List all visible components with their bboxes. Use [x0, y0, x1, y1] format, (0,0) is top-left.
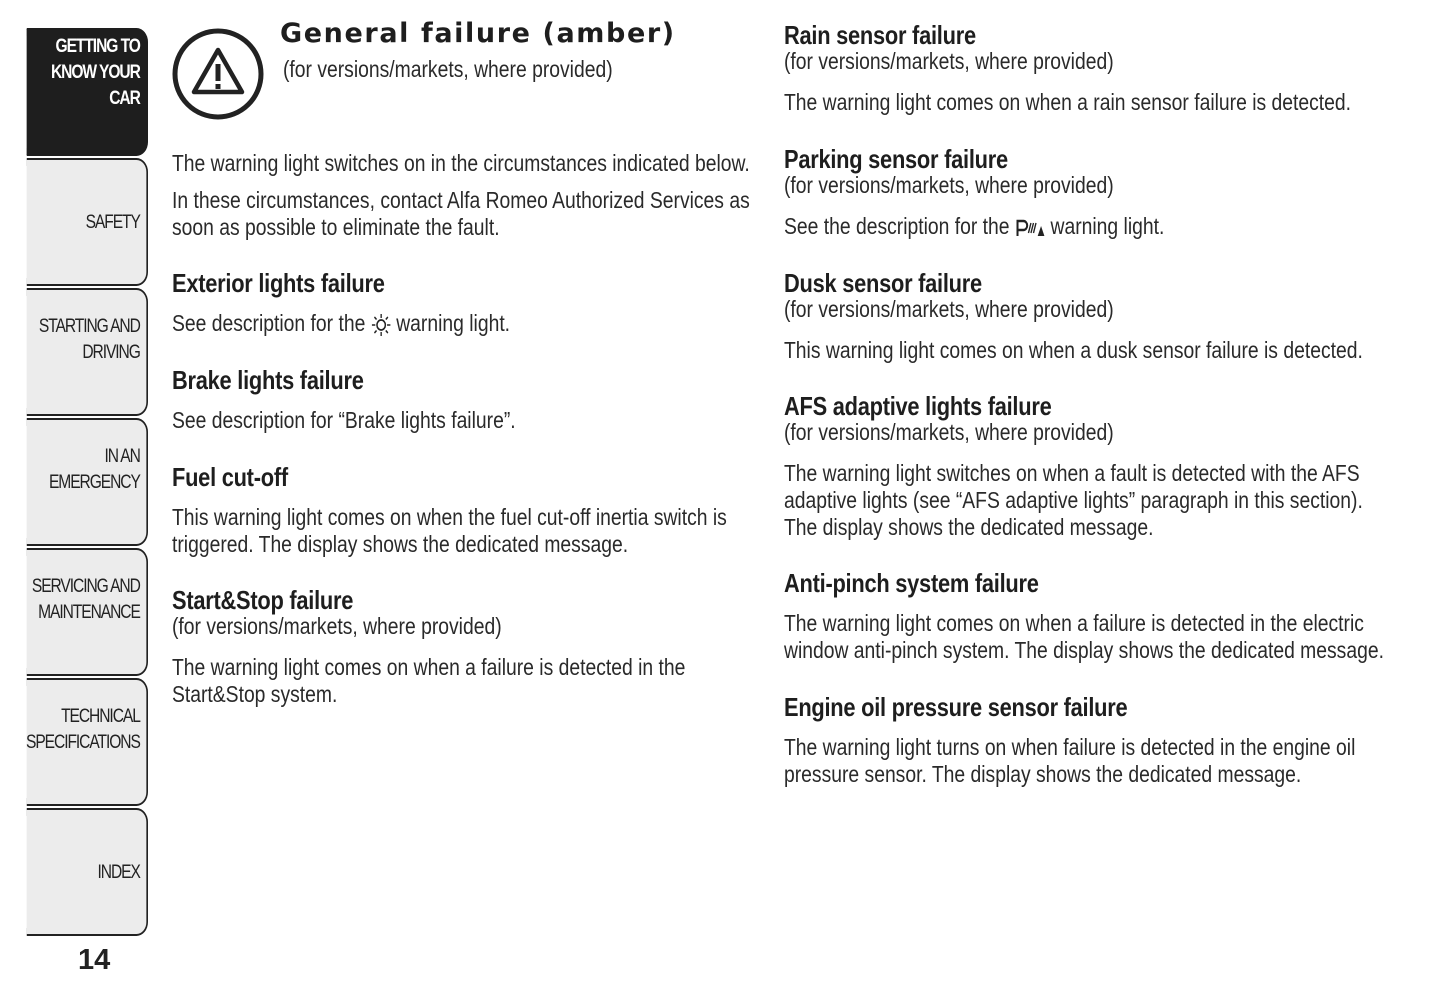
- intro-paragraph-1: [172, 150, 860, 177]
- start-stop-text: [172, 654, 783, 708]
- parking-sensor-icon: [1015, 217, 1045, 239]
- fuel-cutoff-text: [172, 504, 833, 558]
- text-line: The display shows the dedicated message.: [784, 514, 1154, 540]
- tab-label: TECHNICAL SPECIFICATIONS: [26, 706, 140, 753]
- rain-sensor-subtitle: [784, 48, 1176, 75]
- parking-sensor-title: [784, 144, 1051, 174]
- afs-lights-title: [784, 391, 1102, 421]
- tab-label: IN AN EMERGENCY: [48, 446, 140, 493]
- warning-triangle-icon: [172, 28, 264, 120]
- tab-starting-and-driving[interactable]: [27, 288, 148, 416]
- start-stop-title: [172, 585, 388, 615]
- text-line: Start&Stop system.: [172, 681, 338, 707]
- tab-label: STARTING AND DRIVING: [38, 316, 140, 363]
- text-line: soon as possible to eliminate the fault.: [172, 214, 500, 240]
- text-line: See the description for the: [784, 213, 1010, 239]
- tab-label: GETTING TO KNOW YOUR CAR: [50, 36, 140, 109]
- heading-text: Engine oil pressure sensor failure: [784, 692, 1128, 722]
- dusk-sensor-text: [784, 337, 1445, 364]
- tab-servicing-and-maintenance[interactable]: [27, 548, 148, 676]
- heading-text: Start&Stop failure: [172, 585, 354, 615]
- brake-lights-text: [172, 407, 581, 434]
- text-line: In these circumstances, contact Alfa Romeo Authorized Services as: [172, 187, 750, 213]
- heading-text: Exterior lights failure: [172, 268, 385, 298]
- afs-lights-subtitle: [784, 419, 1176, 446]
- chapter-sidebar: [0, 0, 152, 998]
- text-line: The warning light comes on when a rain sensor failure is detected.: [784, 89, 1352, 115]
- parking-sensor-text: [784, 213, 1237, 240]
- anti-pinch-title: [784, 568, 1087, 598]
- general-failure-subtitle: [283, 56, 675, 83]
- heading-text: Rain sensor failure: [784, 20, 976, 50]
- text-line: The warning light comes on when a failure is detected in the: [172, 654, 686, 680]
- general-failure-title: General failure (amber): [280, 18, 676, 49]
- start-stop-subtitle: [172, 613, 564, 640]
- text-line: See description for the: [172, 310, 366, 336]
- oil-pressure-title: [784, 692, 1193, 722]
- tab-getting-to-know-your-car[interactable]: [27, 28, 148, 156]
- rain-sensor-text: [784, 89, 1445, 116]
- text-line: window anti-pinch system. The display shows the dedicated message.: [784, 637, 1384, 663]
- anti-pinch-text: [784, 610, 1445, 664]
- heading-text: Brake lights failure: [172, 365, 364, 395]
- exterior-lights-title: [172, 268, 425, 298]
- heading-text: AFS adaptive lights failure: [784, 391, 1052, 421]
- text-line: The warning light turns on when failure is detected in the engine oil: [784, 734, 1356, 760]
- heading-text: Parking sensor failure: [784, 144, 1008, 174]
- dusk-sensor-title: [784, 268, 1020, 298]
- tab-safety[interactable]: [27, 158, 148, 286]
- text-line: adaptive lights (see “AFS adaptive lights” paragraph in this section).: [784, 487, 1363, 513]
- heading-text: Anti-pinch system failure: [784, 568, 1039, 598]
- text-line: The warning light comes on when a failure is detected in the electric: [784, 610, 1364, 636]
- subtitle-text: (for versions/markets, where provided): [784, 296, 1114, 322]
- tab-index[interactable]: [27, 808, 148, 936]
- rain-sensor-title: [784, 20, 1012, 50]
- text-line: warning light.: [396, 310, 511, 336]
- tab-technical-specifications[interactable]: [27, 678, 148, 806]
- subtitle-text: (for versions/markets, where provided): [283, 56, 613, 82]
- tab-label: SERVICING AND MAINTENANCE: [31, 576, 140, 623]
- tab-label: SAFETY: [85, 212, 140, 233]
- subtitle-text: (for versions/markets, where provided): [784, 419, 1114, 445]
- text-line: triggered. The display shows the dedicated message.: [172, 531, 629, 557]
- heading-text: Fuel cut-off: [172, 462, 288, 492]
- tab-label: INDEX: [97, 862, 140, 883]
- exterior-lights-text: [172, 310, 574, 337]
- tab-in-an-emergency[interactable]: [27, 418, 148, 546]
- text-line: This warning light comes on when a dusk sensor failure is detected.: [784, 337, 1363, 363]
- subtitle-text: (for versions/markets, where provided): [172, 613, 502, 639]
- intro-paragraph-2: [172, 187, 860, 241]
- text-line: See description for “Brake lights failure”.: [172, 407, 516, 433]
- text-line: warning light.: [1050, 213, 1165, 239]
- exterior-light-icon: [371, 313, 391, 337]
- subtitle-text: (for versions/markets, where provided): [784, 48, 1114, 74]
- afs-lights-text: [784, 460, 1445, 541]
- brake-lights-title: [172, 365, 400, 395]
- subtitle-text: (for versions/markets, where provided): [784, 172, 1114, 198]
- page-number: 14: [78, 944, 111, 976]
- text-line: The warning light switches on in the circumstances indicated below.: [172, 150, 750, 176]
- text-line: This warning light comes on when the fuel cut-off inertia switch is: [172, 504, 727, 530]
- text-line: The warning light switches on when a fault is detected with the AFS: [784, 460, 1360, 486]
- text-line: pressure sensor. The display shows the dedicated message.: [784, 761, 1302, 787]
- oil-pressure-text: [784, 734, 1445, 788]
- parking-sensor-subtitle: [784, 172, 1176, 199]
- fuel-cutoff-title: [172, 462, 310, 492]
- dusk-sensor-subtitle: [784, 296, 1176, 323]
- heading-text: Dusk sensor failure: [784, 268, 982, 298]
